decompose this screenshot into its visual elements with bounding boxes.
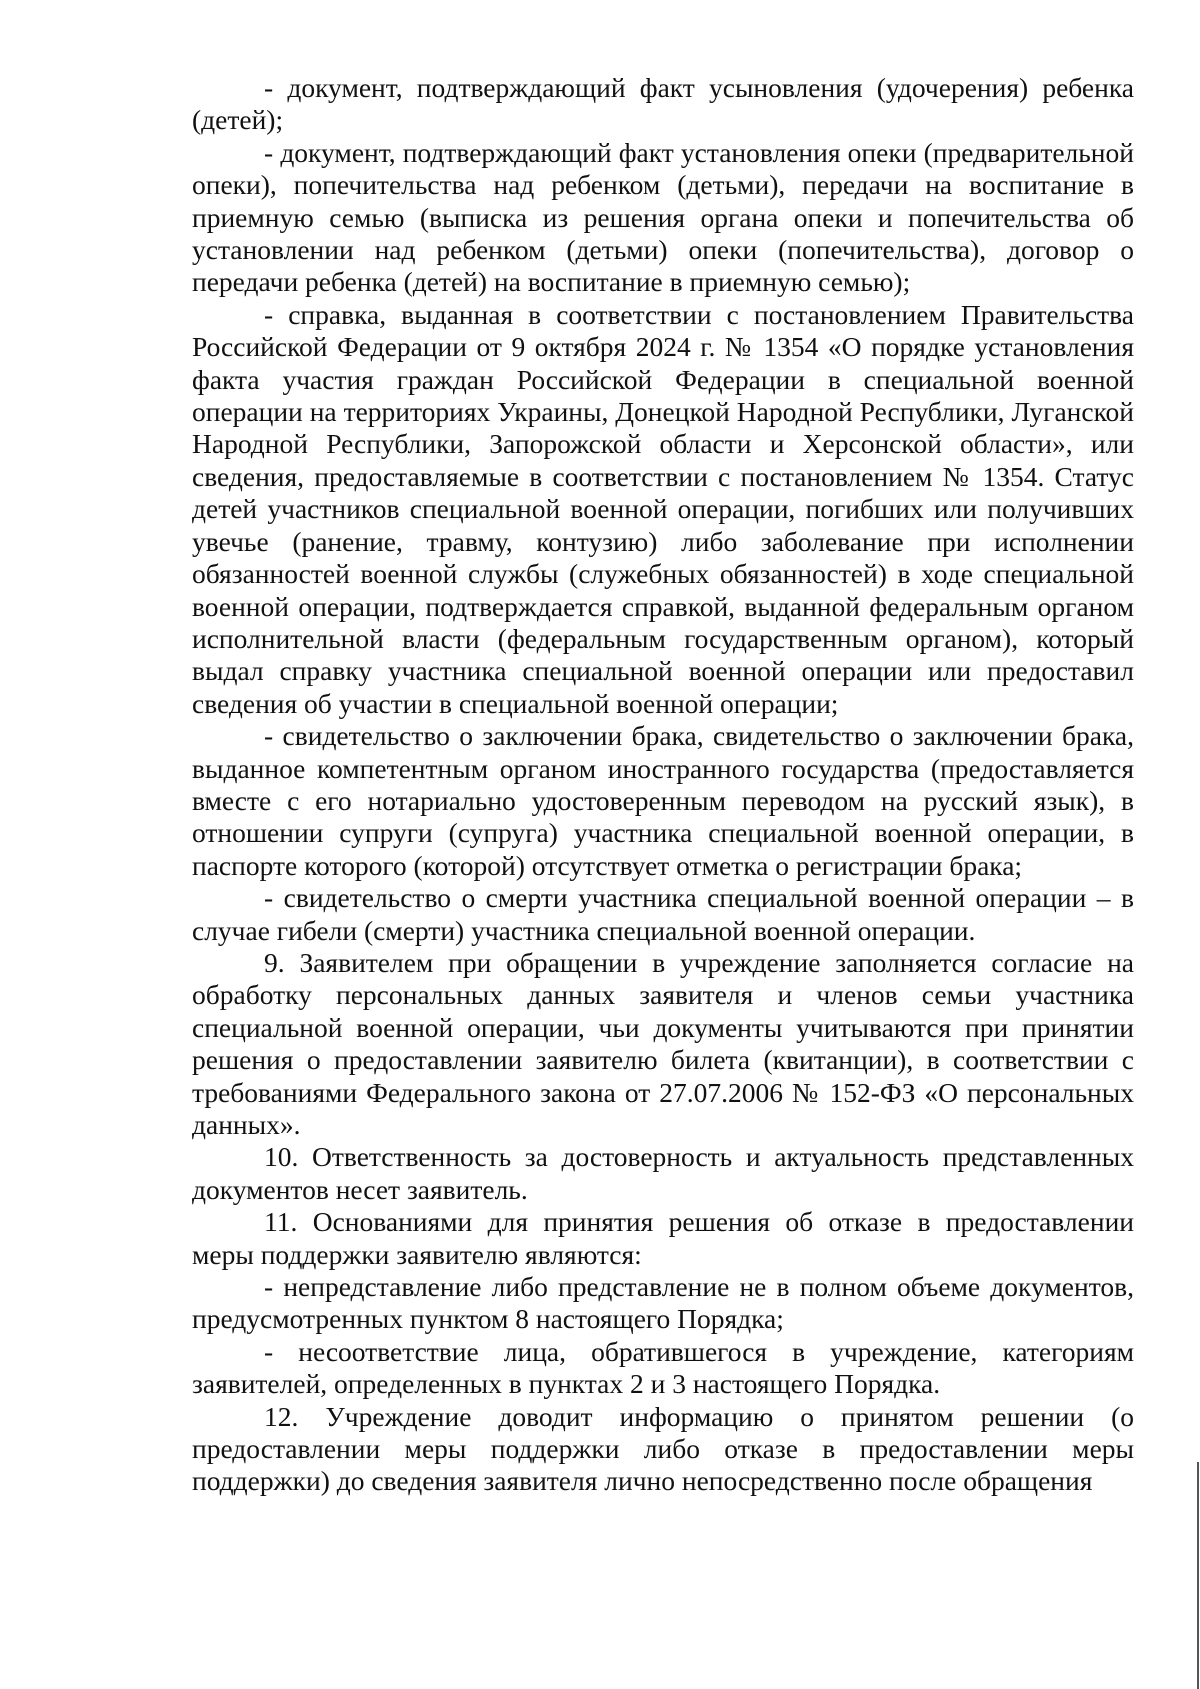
paragraph-guardianship-document: - документ, подтверждающий факт установления опеки (предварительной опеки), попечительства над ребенком (детьми), передачи на воспитание в приемную семью (выписка из решения органа опеки и попечительства об установлении над ребенком (детьми) опеки (попечительства), договор о передачи ребенка (детей) на воспитание в приемную семью); — [192, 136, 1134, 298]
paragraph-svo-certificate: - справка, выданная в соответствии с постановлением Правительства Российской Федерации от 9 октября 2024 г. № 1354 «О порядке установления факта участия граждан Российской Федерации в специальной военной операции на территориях Украины, Донецкой Народной Республики, Луганской Народной Республики, Запорожской области и Херсонской области», или сведения, предоставляемые в соответствии с постановлением № 1354. Статус детей участников специальной военной операции, погибших или получивших увечье (ранение, травму, контузию) либо заболевание при исполнении обязанностей военной службы (служебных обязанностей) в ходе специальной военной операции, подтверждается справкой, выданной федеральным органом исполнительной власти (федеральным государственным органом), который выдал справку участника специальной военной операции или предоставил сведения об участии в специальной военной операции; — [192, 298, 1134, 719]
paragraph-item-9: 9. Заявителем при обращении в учреждение заполняется согласие на обработку персональных данных заявителя и членов семьи участника специальной военной операции, чьи документы учитываются при принятии решения о предоставлении заявителю билета (квитанции), в соответствии с требованиями Федерального закона от 27.07.2006 № 152-ФЗ «О персональных данных». — [192, 946, 1134, 1140]
paragraph-item-11: 11. Основаниями для принятия решения об отказе в предоставлении меры поддержки заявителю являются: — [192, 1206, 1134, 1270]
document-body — [192, 72, 1134, 1498]
paragraph-marriage-certificate: - свидетельство о заключении брака, свидетельство о заключении брака, выданное компетентным органом иностранного государства (предоставляется вместе с его нотариально удостоверенным переводом на русский язык), в отношении супруги (супруга) участника специальной военной операции, в паспорте которого (которой) отсутствует отметка о регистрации брака; — [192, 720, 1134, 881]
paragraph-refusal-reason-1: - непредставление либо представление не в полном объеме документов, предусмотренных пунктом 8 настоящего Порядка; — [192, 1271, 1134, 1335]
scan-edge-line — [1197, 1462, 1199, 1689]
paragraph-adoption-document: - документ, подтверждающий факт усыновления (удочерения) ребенка (детей); — [192, 72, 1134, 136]
paragraph-item-12: 12. Учреждение доводит информацию о принятом решении (о предоставлении меры поддержки либо отказе в предоставлении меры поддержки) до сведения заявителя лично непосредственно после обращения — [192, 1400, 1134, 1497]
paragraph-death-certificate: - свидетельство о смерти участника специальной военной операции – в случае гибели (смерти) участника специальной военной операции. — [192, 882, 1134, 946]
paragraph-refusal-reason-2: - несоответствие лица, обратившегося в учреждение, категориям заявителей, определенных в пунктах 2 и 3 настоящего Порядка. — [192, 1335, 1134, 1400]
paragraph-item-10: 10. Ответственность за достоверность и актуальность представленных документов несет заявитель. — [192, 1141, 1134, 1205]
